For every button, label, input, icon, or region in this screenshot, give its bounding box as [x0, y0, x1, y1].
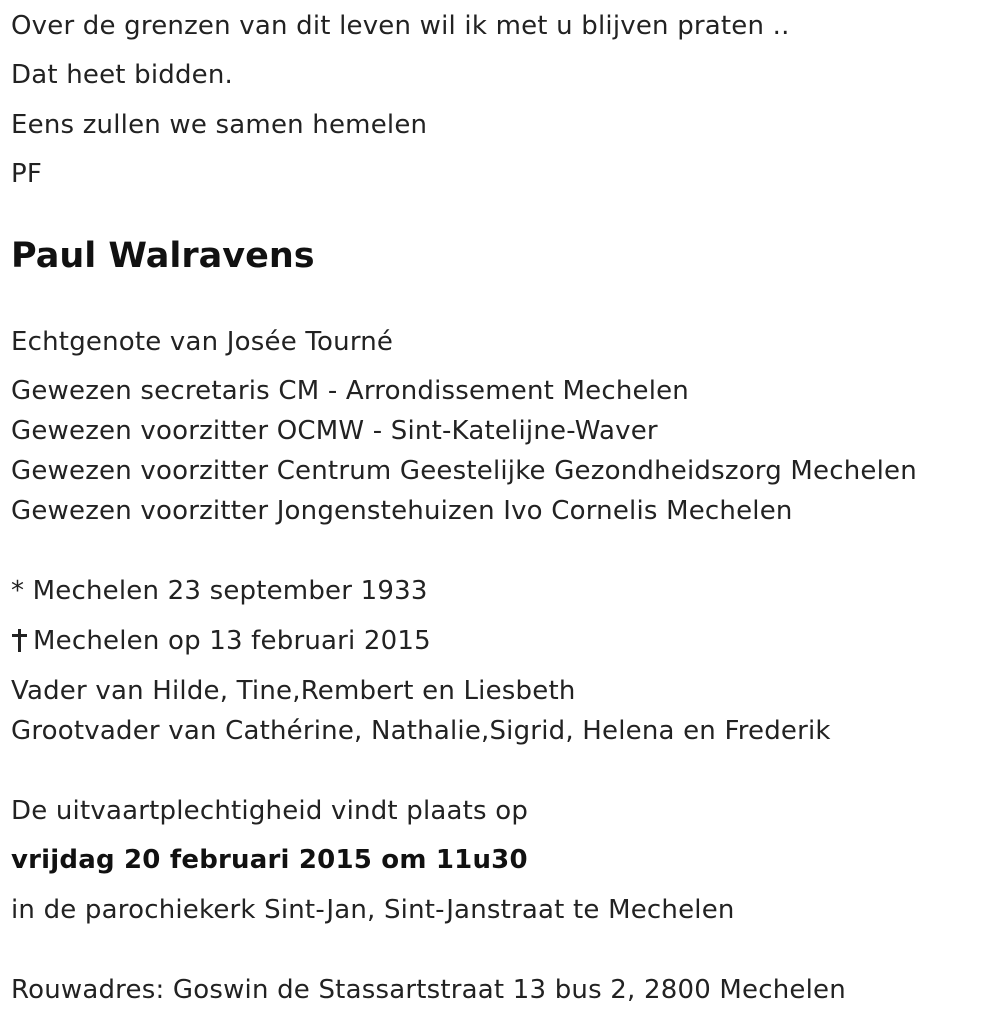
children-line: Vader van Hilde, Tine,Rembert en Liesbeth: [11, 676, 576, 706]
role-line: Gewezen secretaris CM - Arrondissement Mechelen: [11, 376, 689, 406]
death-line: [11, 626, 431, 656]
role-line: Gewezen voorzitter Jongenstehuizen Ivo Cornelis Mechelen: [11, 496, 793, 526]
death-text: Mechelen op 13 februari 2015: [33, 626, 431, 656]
poem-line-3: Eens zullen we samen hemelen: [11, 110, 428, 140]
mourning-address: Rouwadres: Goswin de Stassartstraat 13 bus 2, 2800 Mechelen: [11, 975, 846, 1005]
deceased-name: Paul Walravens: [11, 236, 315, 276]
ceremony-intro: De uitvaartplechtigheid vindt plaats op: [11, 796, 529, 826]
ceremony-date-time: vrijdag 20 februari 2015 om 11u30: [11, 845, 528, 875]
ceremony-location: in de parochiekerk Sint-Jan, Sint-Janstraat te Mechelen: [11, 895, 735, 925]
birth-line: * Mechelen 23 september 1933: [11, 576, 428, 606]
poem-line-2: Dat heet bidden.: [11, 60, 234, 90]
role-line: Gewezen voorzitter Centrum Geestelijke Gezondheidszorg Mechelen: [11, 456, 917, 486]
poem-signature: PF: [11, 159, 43, 189]
role-line: Gewezen voorzitter OCMW - Sint-Katelijne-Waver: [11, 416, 658, 446]
spouse-line: Echtgenote van Josée Tourné: [11, 327, 394, 357]
cross-icon: [11, 627, 27, 653]
grandchildren-line: Grootvader van Cathérine, Nathalie,Sigrid, Helena en Frederik: [11, 716, 831, 746]
poem-line-1: Over de grenzen van dit leven wil ik met u blijven praten ..: [11, 11, 790, 41]
